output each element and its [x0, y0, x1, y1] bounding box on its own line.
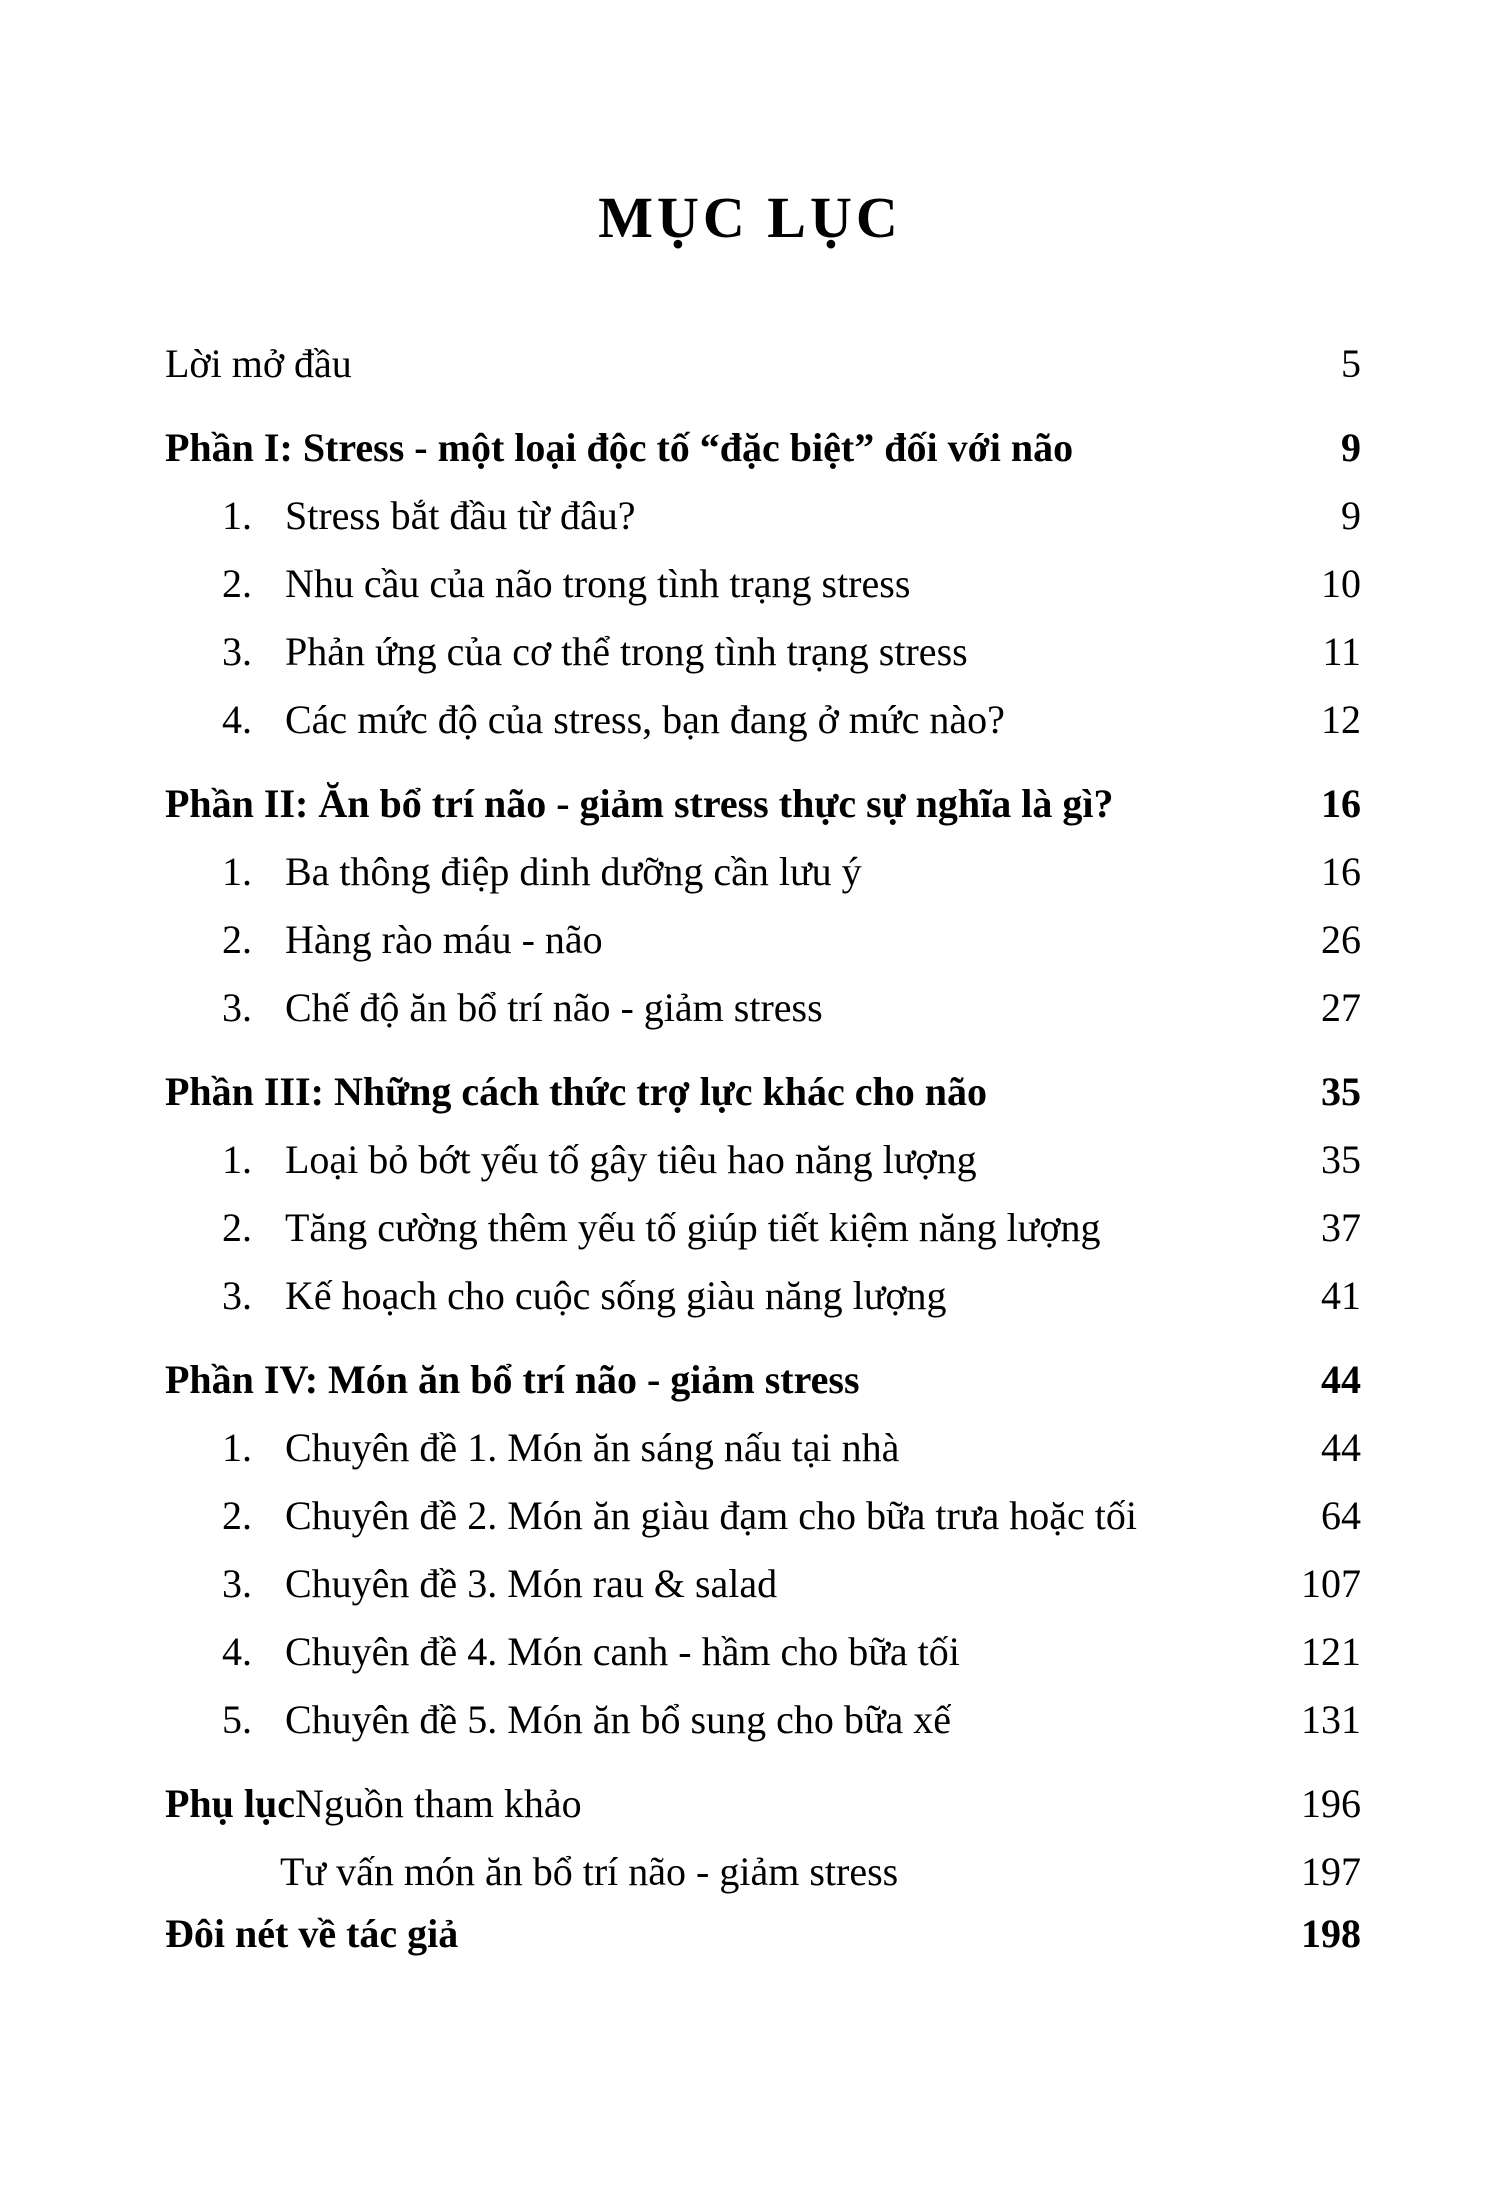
toc-entry-page: 27 — [1321, 985, 1361, 1030]
toc-entry-page: 37 — [1321, 1205, 1361, 1250]
toc-entry — [165, 916, 1361, 964]
toc-entry-number: 2. — [222, 1493, 252, 1538]
toc-entry-title: Ba thông điệp dinh dưỡng cần lưu ý — [285, 849, 862, 894]
toc-entry — [165, 780, 1361, 828]
toc-entry-page: 196 — [1301, 1781, 1361, 1826]
toc-entry-number: 1. — [222, 849, 252, 894]
toc-entry-title: Nguồn tham khảo — [295, 1781, 582, 1826]
toc-entry-title: Phần IV: Món ăn bổ trí não - giảm stress — [165, 1357, 860, 1402]
toc-entry — [165, 984, 1361, 1032]
toc-entry-page: 197 — [1301, 1849, 1361, 1894]
toc-entry-title: Chuyên đề 3. Món rau & salad — [285, 1561, 778, 1606]
toc-entry — [165, 848, 1361, 896]
toc-entry-number: 5. — [222, 1697, 252, 1742]
table-of-contents — [165, 340, 1361, 1958]
toc-entry-title: Chuyên đề 4. Món canh - hầm cho bữa tối — [285, 1629, 960, 1674]
toc-entry-number: 4. — [222, 697, 252, 742]
toc-entry-page: 16 — [1321, 849, 1361, 894]
toc-entry-page: 131 — [1301, 1697, 1361, 1742]
toc-entry-page: 198 — [1301, 1911, 1361, 1956]
toc-entry — [165, 1696, 1361, 1744]
toc-entry-page: 9 — [1341, 425, 1361, 470]
toc-entry — [165, 1356, 1361, 1404]
toc-entry-title: Chuyên đề 2. Món ăn giàu đạm cho bữa trưa hoặc tối — [285, 1493, 1138, 1538]
toc-entry — [165, 1780, 1361, 1828]
toc-entry-title: Stress bắt đầu từ đâu? — [285, 493, 636, 538]
toc-entry-number: 3. — [222, 1561, 252, 1606]
toc-entry-number: 2. — [222, 917, 252, 962]
page-title: MỤC LỤC — [598, 185, 902, 250]
toc-entry-title: Chuyên đề 1. Món ăn sáng nấu tại nhà — [285, 1425, 900, 1470]
toc-entry — [165, 424, 1361, 472]
toc-entry-page: 41 — [1321, 1273, 1361, 1318]
toc-entry-page: 64 — [1321, 1493, 1361, 1538]
toc-entry — [165, 560, 1361, 608]
toc-entry-page: 44 — [1321, 1425, 1361, 1470]
toc-entry-title: Tăng cường thêm yếu tố giúp tiết kiệm năng lượng — [285, 1205, 1101, 1250]
toc-entry-page: 10 — [1321, 561, 1361, 606]
toc-entry — [165, 1628, 1361, 1676]
toc-entry-number: 1. — [222, 1137, 252, 1182]
toc-entry-title: Đôi nét về tác giả — [165, 1911, 459, 1956]
toc-entry-page: 121 — [1301, 1629, 1361, 1674]
toc-entry-page: 11 — [1322, 629, 1361, 674]
toc-entry-title: Chế độ ăn bổ trí não - giảm stress — [285, 985, 823, 1030]
toc-entry-page: 26 — [1321, 917, 1361, 962]
toc-entry — [165, 696, 1361, 744]
toc-entry-title: Kế hoạch cho cuộc sống giàu năng lượng — [285, 1273, 947, 1318]
toc-entry — [165, 1272, 1361, 1320]
toc-entry-number: 4. — [222, 1629, 252, 1674]
toc-entry — [165, 340, 1361, 388]
toc-entry-number: 3. — [222, 985, 252, 1030]
toc-entry-page: 5 — [1341, 341, 1361, 386]
toc-entry-page: 9 — [1341, 493, 1361, 538]
toc-entry-number: 3. — [222, 1273, 252, 1318]
toc-entry-number: 2. — [222, 1205, 252, 1250]
toc-entry-page: 12 — [1321, 697, 1361, 742]
toc-entry-page: 107 — [1301, 1561, 1361, 1606]
toc-entry — [165, 628, 1361, 676]
toc-entry-page: 16 — [1321, 781, 1361, 826]
toc-entry-title: Tư vấn món ăn bổ trí não - giảm stress — [280, 1849, 899, 1894]
toc-entry-title: Loại bỏ bớt yếu tố gây tiêu hao năng lượng — [285, 1137, 977, 1182]
toc-entry-title: Phần I: Stress - một loại độc tố “đặc biệt” đối với não — [165, 425, 1074, 470]
toc-entry — [165, 1068, 1361, 1116]
toc-entry-title: Phản ứng của cơ thể trong tình trạng stress — [285, 629, 968, 674]
toc-entry-title: Phần II: Ăn bổ trí não - giảm stress thực sự nghĩa là gì? — [165, 781, 1114, 826]
toc-entry — [165, 1492, 1361, 1540]
toc-entry — [165, 1136, 1361, 1184]
toc-entry — [165, 1910, 1361, 1958]
toc-entry-title: Chuyên đề 5. Món ăn bổ sung cho bữa xế — [285, 1697, 952, 1742]
toc-entry-page: 35 — [1321, 1069, 1361, 1114]
toc-entry-title: Nhu cầu của não trong tình trạng stress — [285, 561, 911, 606]
toc-entry-number: 3. — [222, 629, 252, 674]
toc-entry — [165, 1424, 1361, 1472]
toc-entry — [165, 1560, 1361, 1608]
toc-entry — [165, 1204, 1361, 1252]
toc-entry-page: 35 — [1321, 1137, 1361, 1182]
toc-entry — [165, 1848, 1361, 1896]
toc-entry-title: Hàng rào máu - não — [285, 917, 603, 962]
toc-entry-number: 1. — [222, 493, 252, 538]
appendix-label: Phụ lục — [165, 1781, 296, 1826]
toc-entry-title: Lời mở đầu — [165, 341, 352, 386]
toc-entry-number: 1. — [222, 1425, 252, 1470]
toc-entry-title: Phần III: Những cách thức trợ lực khác cho não — [165, 1069, 987, 1114]
toc-entry-number: 2. — [222, 561, 252, 606]
toc-entry-title: Các mức độ của stress, bạn đang ở mức nào? — [285, 697, 1005, 742]
toc-entry-page: 44 — [1321, 1357, 1361, 1402]
toc-entry — [165, 492, 1361, 540]
